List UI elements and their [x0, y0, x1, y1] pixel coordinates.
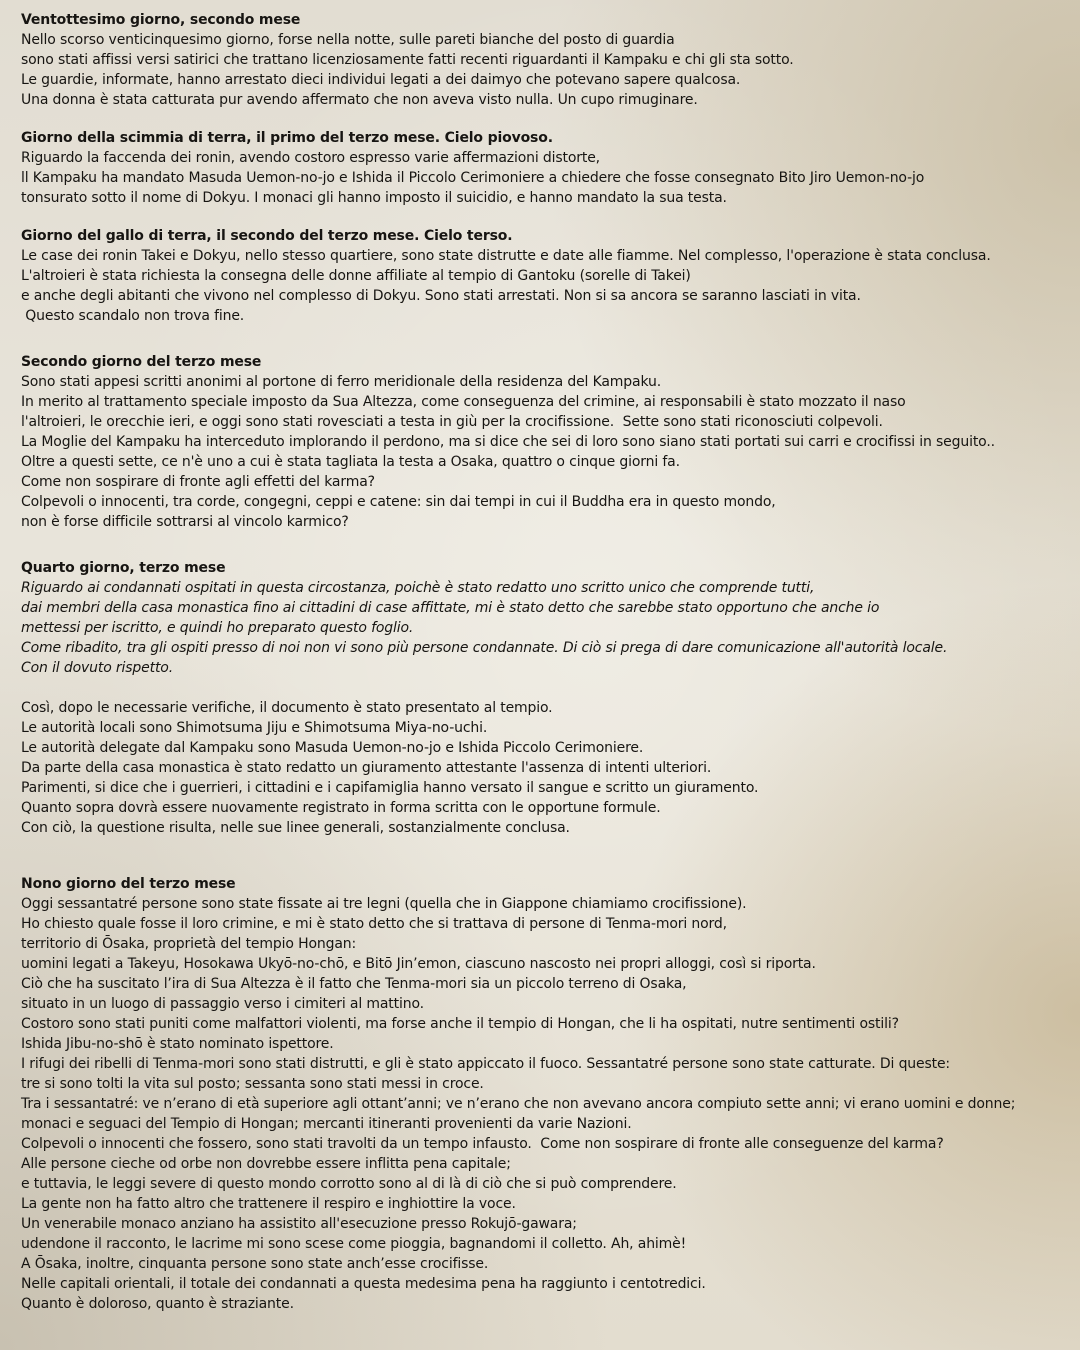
entry-line: ll Kampaku ha mandato Masuda Uemon-no-jo e Ishida il Piccolo Cerimoniere a chiedere che fosse consegnato Bito Jiro Uemon-no-jo: [21, 170, 925, 186]
entry-heading: Secondo giorno del terzo mese: [21, 354, 262, 370]
entry-line: I rifugi dei ribelli di Tenma-mori sono stati distrutti, e gli è stato appiccato il fuoco. Sessantatré persone sono state catturate. Di queste:: [21, 1056, 950, 1072]
blank-line: [21, 678, 1071, 698]
entry-line: situato in un luogo di passaggio verso i cimiteri al mattino.: [21, 996, 424, 1012]
entry-heading: Ventottesimo giorno, secondo mese: [21, 12, 301, 28]
entry-line: L'altroieri è stata richiesta la consegna delle donne affiliate al tempio di Gantoku (sorelle di Takei): [21, 268, 691, 284]
section-spacer: [21, 110, 1071, 128]
section-spacer: [21, 208, 1071, 226]
entry-line: Sono stati appesi scritti anonimi al portone di ferro meridionale della residenza del Kampaku.: [21, 374, 662, 390]
entry-section: [21, 226, 1071, 326]
section-spacer: [21, 864, 1071, 874]
entry-line: Le autorità delegate dal Kampaku sono Masuda Uemon-no-jo e Ishida Piccolo Cerimoniere.: [21, 740, 644, 756]
entry-line: uomini legati a Takeyu, Hosokawa Ukyō-no-chō, e Bitō Jin’emon, ciascuno nascosto nei propri alloggi, così si riporta.: [21, 956, 816, 972]
entry-line: e anche degli abitanti che vivono nel complesso di Dokyu. Sono stati arrestati. Non si sa ancora se saranno lasciati in vita.: [21, 288, 861, 304]
entry-line: Un venerabile monaco anziano ha assistito all'esecuzione presso Rokujō-gawara;: [21, 1216, 577, 1232]
entry-line: monaci e seguaci del Tempio di Hongan; mercanti itineranti provenienti da varie Nazioni.: [21, 1116, 632, 1132]
entry-line: l'altroieri, le orecchie ieri, e oggi sono stati rovesciati a testa in giù per la crocifissione. Sette sono stati riconosciuti colpevoli.: [21, 414, 883, 430]
entry-line-italic: dai membri della casa monastica fino ai cittadini di case affittate, mi è stato detto che sarebbe stato opportuno che anche io: [21, 600, 880, 616]
entry-line: Le autorità locali sono Shimotsuma Jiju e Shimotsuma Miya-no-uchi.: [21, 720, 488, 736]
entry-line: Alle persone cieche od orbe non dovrebbe essere inflitta pena capitale;: [21, 1156, 511, 1172]
entry-line-italic: mettessi per iscritto, e quindi ho preparato questo foglio.: [21, 620, 414, 636]
entry-line: Oltre a questi sette, ce n'è uno a cui è stata tagliata la testa a Osaka, quattro o cinque giorni fa.: [21, 454, 680, 470]
entry-line-italic: Con il dovuto rispetto.: [21, 660, 173, 676]
entry-line: Ishida Jibu-no-shō è stato nominato ispettore.: [21, 1036, 334, 1052]
entry-line: tre si sono tolti la vita sul posto; sessanta sono stati messi in croce.: [21, 1076, 484, 1092]
entry-line: Come non sospirare di fronte agli effetti del karma?: [21, 474, 375, 490]
section-spacer: [21, 838, 1071, 864]
entry-line: Colpevoli o innocenti che fossero, sono stati travolti da un tempo infausto. Come non sospirare di fronte alle conseguenze del karma?: [21, 1136, 944, 1152]
entry-line: Le guardie, informate, hanno arrestato dieci individui legati a dei daimyo che potevano sapere qualcosa.: [21, 72, 741, 88]
entry-line: La gente non ha fatto altro che trattenere il respiro e inghiottire la voce.: [21, 1196, 516, 1212]
entry-heading: Giorno del gallo di terra, il secondo del terzo mese. Cielo terso.: [21, 228, 513, 244]
entry-line: Quanto sopra dovrà essere nuovamente registrato in forma scritta con le opportune formule.: [21, 800, 661, 816]
entry-line: udendone il racconto, le lacrime mi sono scese come pioggia, bagnandomi il colletto. Ah, ahimè!: [21, 1236, 687, 1252]
entry-line: Ciò che ha suscitato l’ira di Sua Altezza è il fatto che Tenma-mori sia un piccolo terreno di Osaka,: [21, 976, 687, 992]
entry-line: sono stati affissi versi satirici che trattano licenziosamente fatti recenti riguardanti il Kampaku e chi gli sta sotto.: [21, 52, 794, 68]
entry-section: [21, 10, 1071, 110]
entry-line: A Ōsaka, inoltre, cinquanta persone sono state anch’esse crocifisse.: [21, 1256, 489, 1272]
entry-line-italic: Come ribadito, tra gli ospiti presso di noi non vi sono più persone condannate. Di ciò si prega di dare comunicazione all'autorità locale.: [21, 640, 948, 656]
entry-line: Da parte della casa monastica è stato redatto un giuramento attestante l'assenza di intenti ulteriori.: [21, 760, 712, 776]
entry-line: Una donna è stata catturata pur avendo affermato che non aveva visto nulla. Un cupo rimuginare.: [21, 92, 698, 108]
entry-line: Quanto è doloroso, quanto è straziante.: [21, 1296, 294, 1312]
entry-line: Questo scandalo non trova fine.: [21, 308, 245, 324]
entry-section: [21, 558, 1071, 838]
section-spacer: [21, 326, 1071, 352]
entry-line: non è forse difficile sottrarsi al vincolo karmico?: [21, 514, 349, 530]
entry-line: Nello scorso venticinquesimo giorno, forse nella notte, sulle pareti bianche del posto di guardia: [21, 32, 675, 48]
entry-line: Tra i sessantatré: ve n’erano di età superiore agli ottant’anni; ve n’erano che non avevano ancora compiuto sette anni; vi erano uomini e donne;: [21, 1096, 1016, 1112]
entry-line: Colpevoli o innocenti, tra corde, congegni, ceppi e catene: sin dai tempi in cui il Buddha era in questo mondo,: [21, 494, 776, 510]
entry-line: Ho chiesto quale fosse il loro crimine, e mi è stato detto che si trattava di persone di Tenma-mori nord,: [21, 916, 727, 932]
entry-line: Riguardo la faccenda dei ronin, avendo costoro espresso varie affermazioni distorte,: [21, 150, 600, 166]
entry-line: Oggi sessantatré persone sono state fissate ai tre legni (quella che in Giappone chiamiamo crocifissione).: [21, 896, 747, 912]
entry-line: Nelle capitali orientali, il totale dei condannati a questa medesima pena ha raggiunto i centotredici.: [21, 1276, 706, 1292]
entry-line: Le case dei ronin Takei e Dokyu, nello stesso quartiere, sono state distrutte e date alle fiamme. Nel complesso, l'operazione è stata conclusa.: [21, 248, 991, 264]
entry-heading: Nono giorno del terzo mese: [21, 876, 236, 892]
entry-line: Parimenti, si dice che i guerrieri, i cittadini e i capifamiglia hanno versato il sangue e scritto un giuramento.: [21, 780, 759, 796]
entry-line: territorio di Ōsaka, proprietà del tempio Hongan:: [21, 936, 357, 952]
entry-line: e tuttavia, le leggi severe di questo mondo corrotto sono al di là di ciò che si può comprendere.: [21, 1176, 677, 1192]
document-body: [21, 10, 1071, 1314]
entry-line: tonsurato sotto il nome di Dokyu. I monaci gli hanno imposto il suicidio, e hanno mandato la sua testa.: [21, 190, 727, 206]
entry-line: In merito al trattamento speciale imposto da Sua Altezza, come conseguenza del crimine, ai responsabili è stato mozzato il naso: [21, 394, 906, 410]
entry-section: [21, 128, 1071, 208]
entry-line: Così, dopo le necessarie verifiche, il documento è stato presentato al tempio.: [21, 700, 553, 716]
entry-line-italic: Riguardo ai condannati ospitati in questa circostanza, poichè è stato redatto uno scritto unico che comprende tutti,: [21, 580, 815, 596]
entry-line: Con ciò, la questione risulta, nelle sue linee generali, sostanzialmente conclusa.: [21, 820, 570, 836]
entry-heading: Quarto giorno, terzo mese: [21, 560, 226, 576]
entry-heading: Giorno della scimmia di terra, il primo del terzo mese. Cielo piovoso.: [21, 130, 553, 146]
entry-section: [21, 352, 1071, 532]
entry-line: La Moglie del Kampaku ha interceduto implorando il perdono, ma si dice che sei di loro sono siano stati portati sui carri e crocifissi in seguito..: [21, 434, 995, 450]
entry-section: [21, 874, 1071, 1314]
entry-line: Costoro sono stati puniti come malfattori violenti, ma forse anche il tempio di Hongan, che li ha ospitati, nutre sentimenti ostili?: [21, 1016, 899, 1032]
section-spacer: [21, 532, 1071, 558]
